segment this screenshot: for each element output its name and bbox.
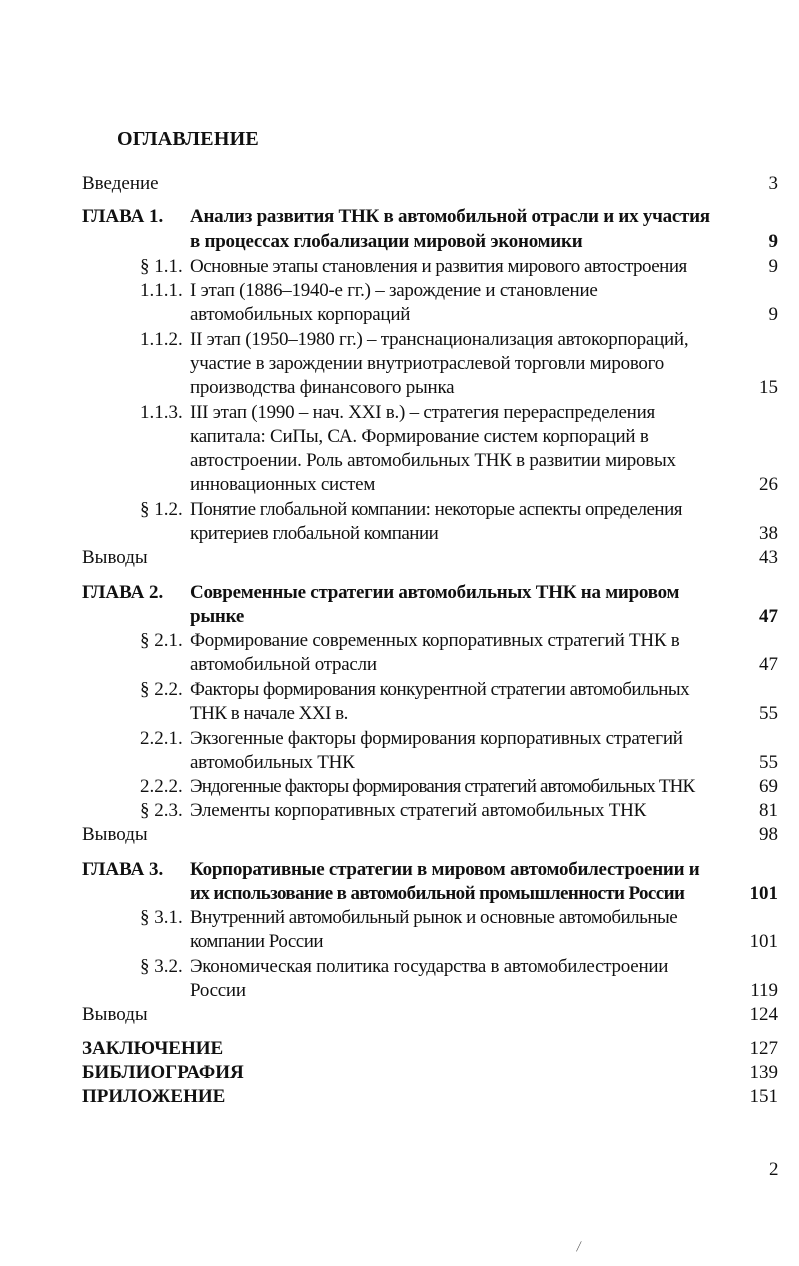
section-page: 119	[750, 980, 778, 1001]
section-number: § 2.3.	[140, 800, 183, 821]
subsection-text: Эндогенные факторы формирования стратегий автомобильных ТНК	[190, 776, 695, 797]
conclusions-label: Выводы	[82, 547, 148, 568]
chapter-page: 47	[759, 606, 778, 627]
conclusions-page: 98	[759, 824, 778, 845]
toc-entry-page: 151	[749, 1086, 778, 1107]
subsection-page: 26	[759, 474, 778, 495]
toc-entry-page: 127	[749, 1038, 778, 1059]
section-text: автомобильной отрасли	[190, 654, 377, 675]
subsection-page: 69	[759, 776, 778, 797]
subsection-number: 2.2.1.	[140, 728, 183, 749]
subsection-text: I этап (1886–1940-е гг.) – зарождение и становление	[190, 280, 598, 301]
toc-entry-label: БИБЛИОГРАФИЯ	[82, 1062, 244, 1083]
section-text: Основные этапы становления и развития мирового автостроения	[190, 256, 687, 277]
section-page: 47	[759, 654, 778, 675]
chapter-page: 101	[749, 883, 778, 904]
subsection-number: 1.1.2.	[140, 329, 183, 350]
toc-entry-page: 3	[768, 173, 778, 194]
section-text: ТНК в начале XXI в.	[190, 703, 348, 724]
section-page: 55	[759, 703, 778, 724]
subsection-text: II этап (1950–1980 гг.) – транснационализация автокорпораций,	[190, 329, 689, 350]
section-text: Внутренний автомобильный рынок и основные автомобильные	[190, 907, 678, 928]
conclusions-page: 124	[749, 1004, 778, 1025]
section-text: Формирование современных корпоративных стратегий ТНК в	[190, 630, 680, 651]
conclusions-page: 43	[759, 547, 778, 568]
chapter-title-line: рынке	[190, 606, 245, 627]
subsection-text: автостроении. Роль автомобильных ТНК в развитии мировых	[190, 450, 676, 471]
subsection-page: 55	[759, 752, 778, 773]
conclusions-label: Выводы	[82, 824, 148, 845]
toc-title: ОГЛАВЛЕНИЕ	[117, 128, 259, 150]
subsection-text: автомобильных ТНК	[190, 752, 355, 773]
toc-entry-label: Введение	[82, 173, 159, 194]
subsection-number: 2.2.2.	[140, 776, 183, 797]
section-text: Понятие глобальной компании: некоторые аспекты определения	[190, 499, 682, 520]
subsection-page: 15	[759, 377, 778, 398]
toc-entry-label: ПРИЛОЖЕНИЕ	[82, 1086, 226, 1107]
chapter-page: 9	[768, 231, 778, 252]
subsection-number: 1.1.3.	[140, 402, 183, 423]
chapter-title-line: Современные стратегии автомобильных ТНК на мировом	[190, 582, 680, 603]
section-page: 81	[759, 800, 778, 821]
section-number: § 3.1.	[140, 907, 183, 928]
page-number: 2	[769, 1159, 779, 1180]
section-number: § 2.2.	[140, 679, 183, 700]
section-number: § 1.1.	[140, 256, 183, 277]
subsection-text: производства финансового рынка	[190, 377, 455, 398]
section-number: § 3.2.	[140, 956, 183, 977]
subsection-text: участие в зарождении внутриотраслевой торговли мирового	[190, 353, 665, 374]
section-page: 38	[759, 523, 778, 544]
chapter-label: ГЛАВА 2.	[82, 582, 164, 603]
subsection-text: III этап (1990 – нач. XXI в.) – стратегия перераспределения	[190, 402, 655, 423]
chapter-title-line: в процессах глобализации мировой экономики	[190, 231, 583, 252]
section-page: 9	[768, 256, 778, 277]
section-text: критериев глобальной компании	[190, 523, 439, 544]
toc-entry-page: 139	[749, 1062, 778, 1083]
section-text: России	[190, 980, 246, 1001]
section-text: Элементы корпоративных стратегий автомобильных ТНК	[190, 800, 646, 821]
subsection-text: капитала: СиПы, СА. Формирование систем корпораций в	[190, 426, 649, 447]
subsection-text: автомобильных корпораций	[190, 304, 411, 325]
subsection-page: 9	[768, 304, 778, 325]
chapter-label: ГЛАВА 1.	[82, 206, 164, 227]
section-text: Факторы формирования конкурентной стратегии автомобильных	[190, 679, 690, 700]
chapter-title-line: Корпоративные стратегии в мировом автомобилестроении и	[190, 859, 700, 880]
toc-entry-label: ЗАКЛЮЧЕНИЕ	[82, 1038, 224, 1059]
conclusions-label: Выводы	[82, 1004, 148, 1025]
subsection-number: 1.1.1.	[140, 280, 183, 301]
subsection-text: инновационных систем	[190, 474, 376, 495]
section-number: § 1.2.	[140, 499, 183, 520]
chapter-label: ГЛАВА 3.	[82, 859, 164, 880]
section-page: 101	[749, 931, 778, 952]
stray-mark: ⁄	[576, 1239, 582, 1256]
section-text: компании России	[190, 931, 324, 952]
chapter-title-line: их использование в автомобильной промышленности России	[190, 883, 685, 904]
chapter-title-line: Анализ развития ТНК в автомобильной отрасли и их участия	[190, 206, 710, 227]
subsection-text: Экзогенные факторы формирования корпоративных стратегий	[190, 728, 683, 749]
section-text: Экономическая политика государства в автомобилестроении	[190, 956, 669, 977]
section-number: § 2.1.	[140, 630, 183, 651]
